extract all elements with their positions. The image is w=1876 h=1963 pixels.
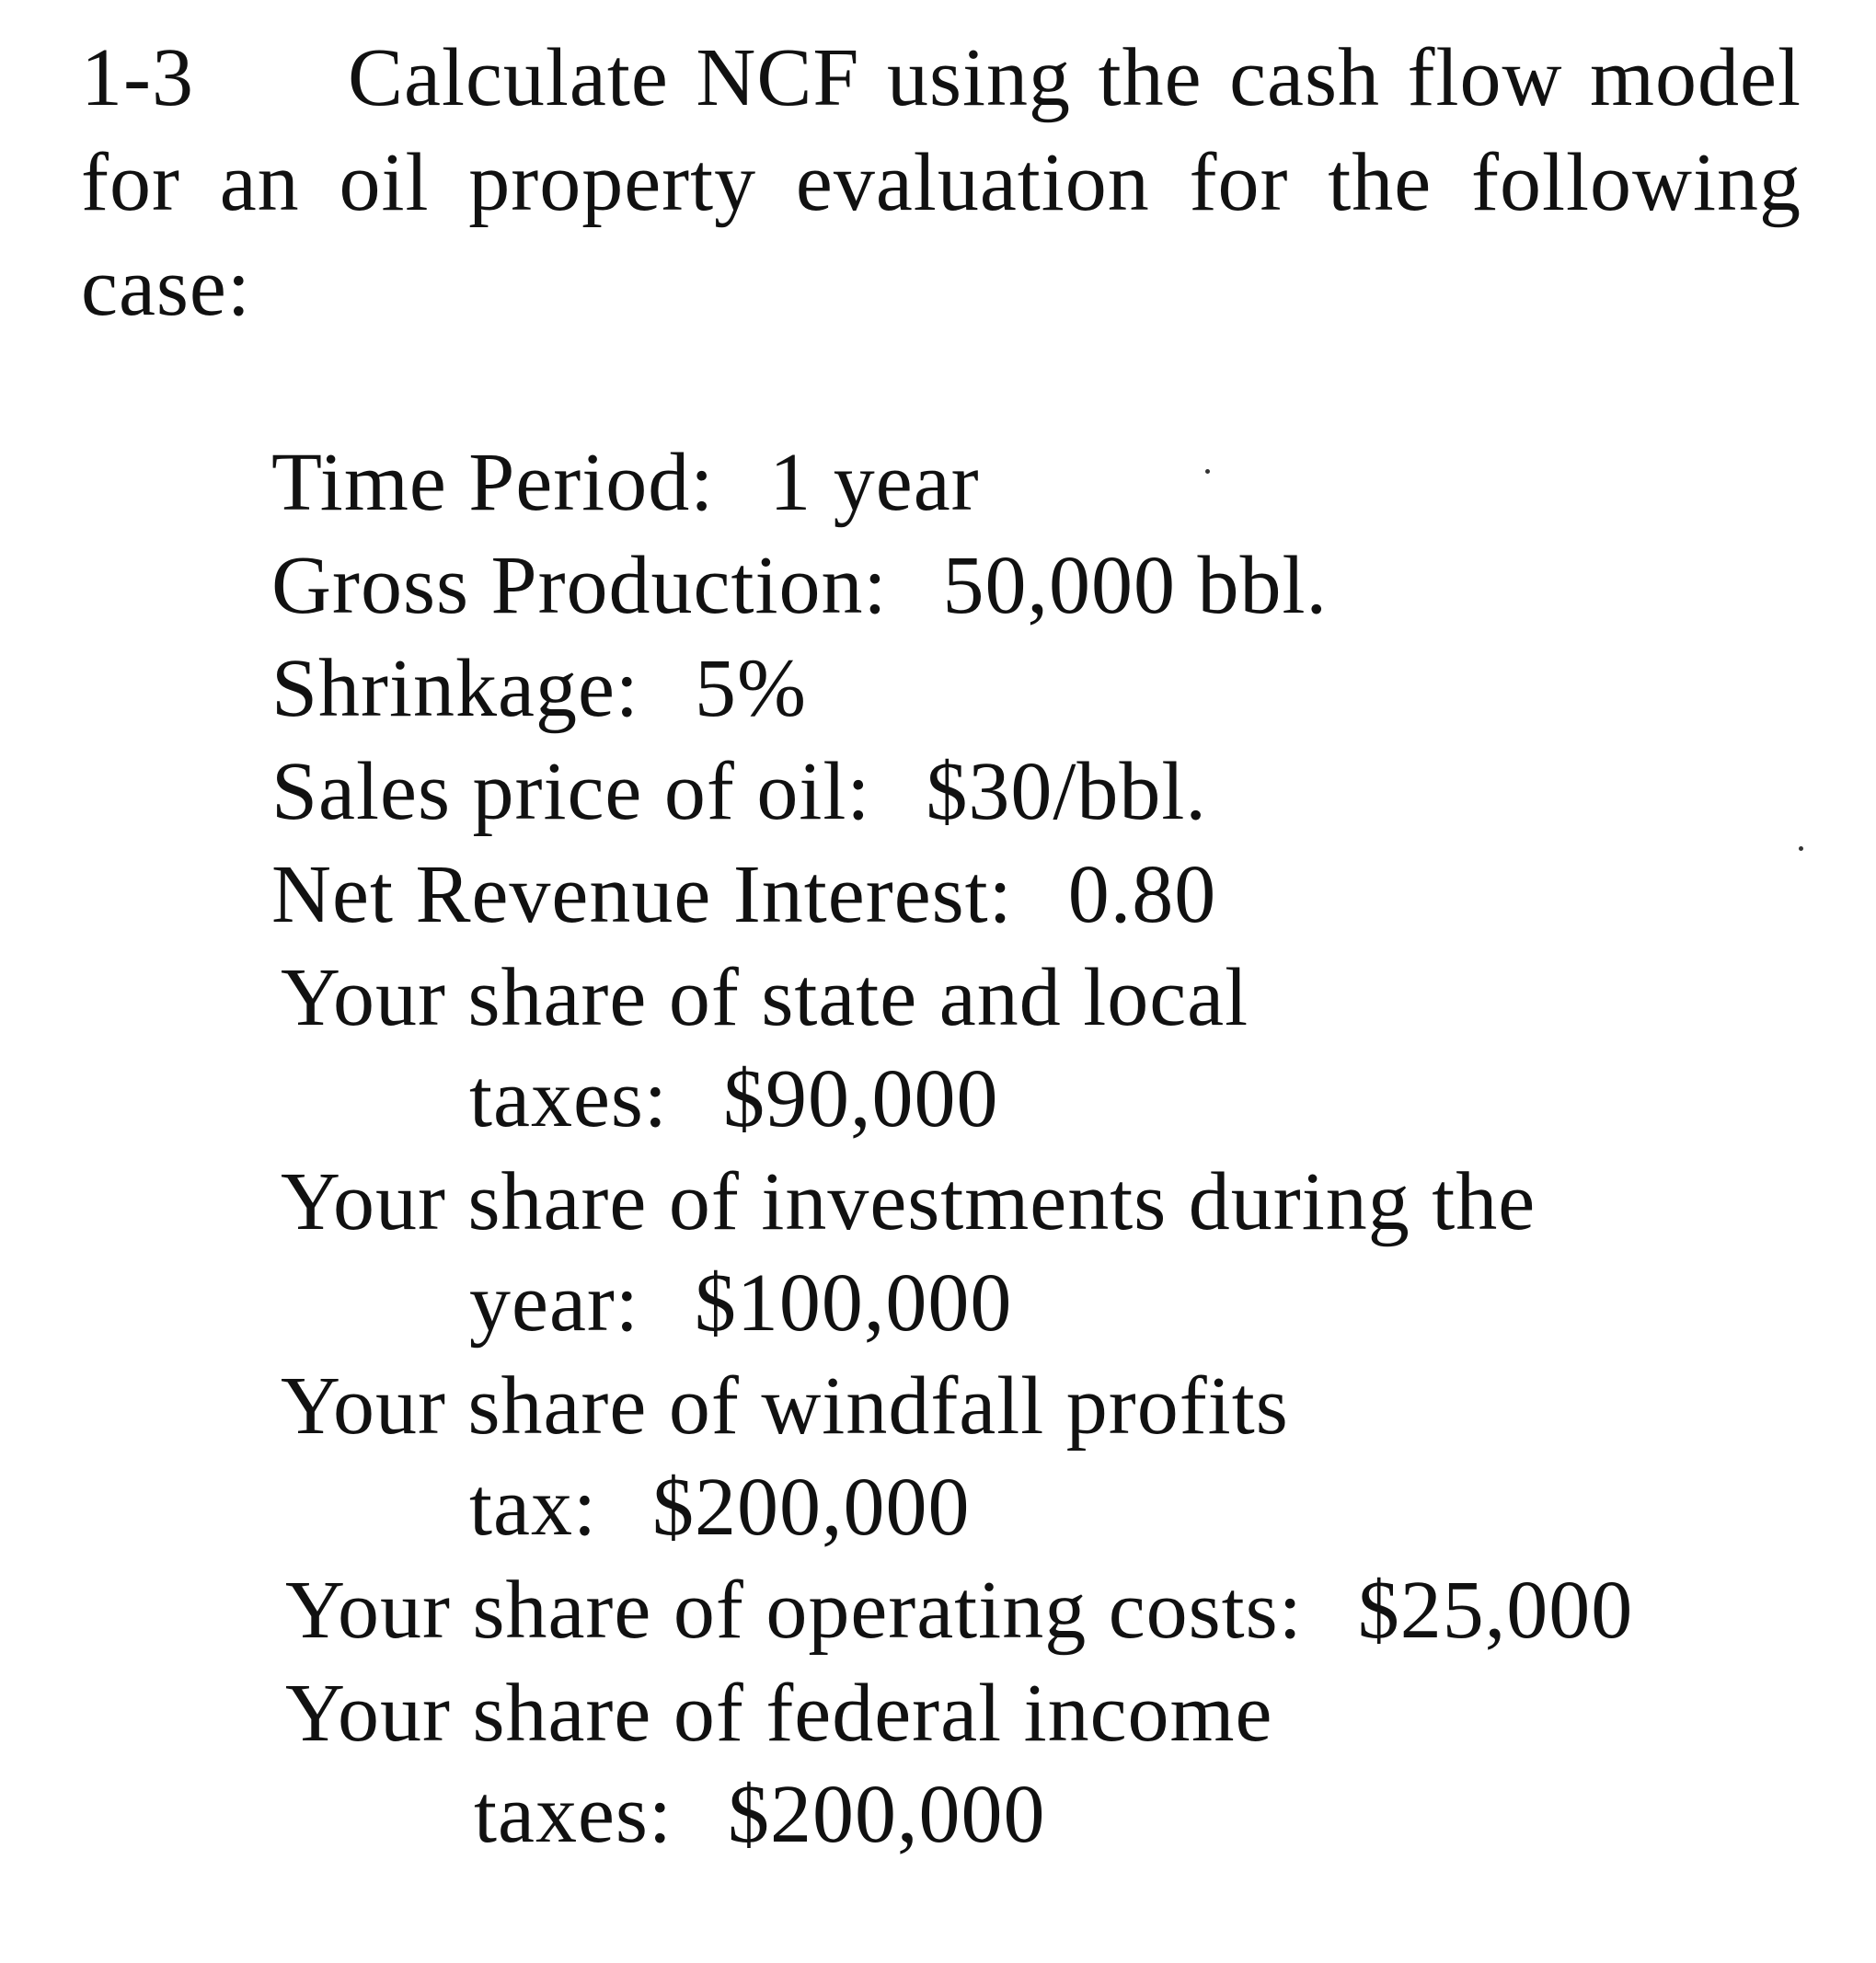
gross-production-label: Gross Production: [271, 540, 888, 631]
problem-line-3: case: [81, 242, 251, 333]
gross-production-value: 50,000 bbl. [942, 540, 1329, 631]
time-period-row [271, 432, 980, 534]
investments-row [469, 1253, 1012, 1354]
time-period-value: 1 year [769, 437, 980, 528]
operating-costs-row [285, 1560, 1633, 1661]
investments-sublabel: year: [469, 1257, 639, 1349]
sales-price-label: Sales price of oil: [271, 746, 871, 837]
scan-speck [1205, 469, 1210, 474]
windfall-tax-sublabel: tax: [469, 1462, 597, 1553]
problem-line-2: for an oil property evaluation for the following [81, 137, 1801, 228]
scan-speck [1799, 846, 1803, 851]
federal-income-taxes-label: Your share of federal income [285, 1668, 1273, 1759]
operating-costs-label: Your share of operating costs: [285, 1565, 1303, 1656]
state-local-taxes-value: $90,000 [722, 1053, 999, 1144]
windfall-tax-value: $200,000 [651, 1462, 971, 1553]
problem-number: 1-3 [81, 32, 194, 123]
nri-label: Net Revenue Interest: [271, 849, 1013, 940]
federal-income-taxes-sublabel: taxes: [474, 1769, 673, 1860]
federal-income-taxes-row [474, 1764, 1045, 1865]
state-local-taxes-sublabel: taxes: [469, 1053, 668, 1144]
investments-label: Your share of investments during the [281, 1156, 1536, 1247]
time-period-label: Time Period: [271, 437, 715, 528]
operating-costs-value: $25,000 [1357, 1565, 1634, 1656]
state-local-taxes-row [469, 1049, 998, 1150]
sales-price-value: $30/bbl. [926, 746, 1207, 837]
nri-row [271, 844, 1216, 946]
investments-value: $100,000 [694, 1257, 1013, 1349]
problem-line-1 [81, 26, 1801, 131]
shrinkage-label: Shrinkage: [271, 643, 639, 734]
windfall-tax-label: Your share of windfall profits [281, 1360, 1289, 1452]
sales-price-row [271, 741, 1207, 843]
gross-production-row [271, 535, 1328, 637]
problem-statement [81, 26, 1801, 340]
nri-value: 0.80 [1067, 849, 1217, 940]
federal-income-taxes-value: $200,000 [727, 1769, 1046, 1860]
shrinkage-value: 5% [694, 643, 807, 734]
windfall-tax-row [469, 1457, 970, 1558]
shrinkage-row [271, 638, 807, 740]
problem-line-1-text: Calculate NCF using the cash flow model [348, 32, 1801, 123]
state-local-taxes-label: Your share of state and local [281, 952, 1249, 1043]
